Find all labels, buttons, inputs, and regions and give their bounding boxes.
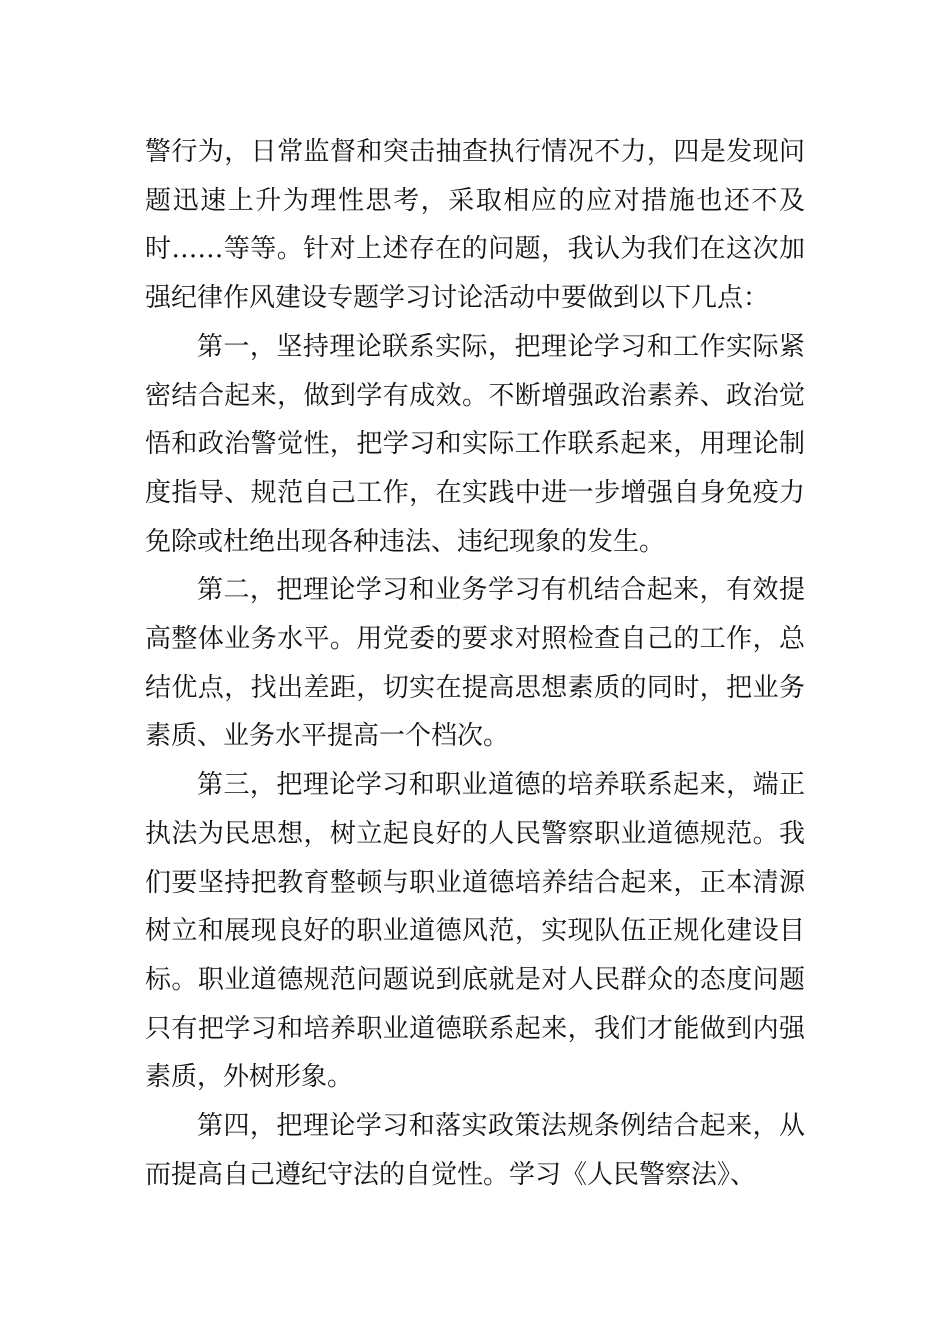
paragraph-point-two: 第二，把理论学习和业务学习有机结合起来，有效提高整体业务水平。用党委的要求对照检查自己的工作，总结优点，找出差距，切实在提高思想素质的同时，把业务素质、业务水平提高一个档次。 <box>145 575 805 752</box>
paragraph-point-one: 第一，坚持理论联系实际，把理论学习和工作实际紧密结合起来，做到学有成效。不断增强政治素养、政治觉悟和政治警觉性，把学习和实际工作联系起来，用理论制度指导、规范自己工作，在实践中进一步增强自身免疫力免除或杜绝出现各种违法、违纪现象的发生。 <box>145 331 805 557</box>
paragraph-point-four: 第四，把理论学习和落实政策法规条例结合起来，从而提高自己遵纪守法的自觉性。学习《人民警察法》、 <box>145 1111 805 1190</box>
paragraph-intro-continuation: 警行为，日常监督和突击抽查执行情况不力，四是发现问题迅速上升为理性思考，采取相应的应对措施也还不及时……等等。针对上述存在的问题，我认为我们在这次加强纪律作风建设专题学习讨论活动中要做到以下几点： <box>145 137 805 314</box>
document-body <box>145 128 805 1199</box>
paragraph-point-three: 第三，把理论学习和职业道德的培养联系起来，端正执法为民思想，树立起良好的人民警察职业道德规范。我们要坚持把教育整顿与职业道德培养结合起来，正本清源树立和展现良好的职业道德风范，实现队伍正规化建设目标。职业道德规范问题说到底就是对人民群众的态度问题只有把学习和培养职业道德联系起来，我们才能做到内强素质，外树形象。 <box>145 770 805 1093</box>
